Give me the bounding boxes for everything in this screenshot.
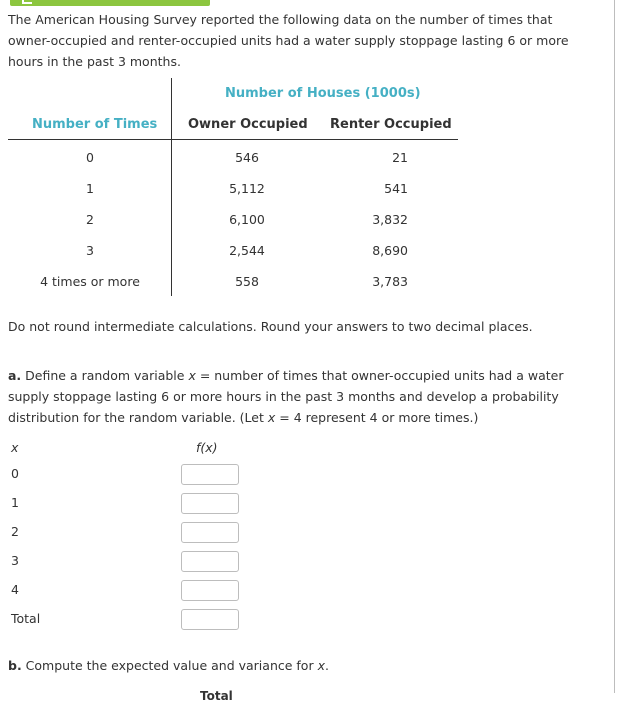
cell-times: 2 bbox=[86, 212, 94, 227]
dist-row-total: Total bbox=[11, 611, 41, 626]
cell-renter: 8,690 bbox=[372, 243, 408, 258]
cell-times: 4 times or more bbox=[40, 274, 140, 289]
variable-x: x bbox=[317, 658, 325, 673]
intro-paragraph: The American Housing Survey reported the following data on the number of times that owner-occupied and renter-occupied units had a water supply stoppage lasting 6 or more hours in the past 3 months. bbox=[8, 12, 569, 69]
dist-row-x: 1 bbox=[11, 495, 19, 510]
cell-times: 0 bbox=[86, 150, 94, 165]
cell-owner: 558 bbox=[235, 274, 259, 289]
status-tab bbox=[10, 0, 210, 6]
dist-row-x: 3 bbox=[11, 553, 19, 568]
housing-data-table bbox=[8, 78, 458, 296]
fx-input-total[interactable] bbox=[181, 609, 239, 630]
dist-row-x: 4 bbox=[11, 582, 19, 597]
part-b-prompt bbox=[8, 657, 329, 675]
part-a-text: = 4 represent 4 or more times.) bbox=[275, 410, 479, 425]
dist-header-x: x bbox=[11, 440, 19, 455]
cell-renter: 21 bbox=[392, 150, 408, 165]
cell-times: 3 bbox=[86, 243, 94, 258]
part-b-text: . bbox=[324, 658, 329, 673]
part-a-text: Define a random variable bbox=[21, 368, 189, 383]
check-icon bbox=[22, 0, 32, 4]
fx-input-4[interactable] bbox=[181, 580, 239, 601]
fx-input-1[interactable] bbox=[181, 493, 239, 514]
cell-owner: 2,544 bbox=[229, 243, 265, 258]
instructions: Do not round intermediate calculations. Round your answers to two decimal places. bbox=[8, 319, 533, 334]
next-table-header-cutoff: Total bbox=[200, 689, 233, 703]
cell-owner: 6,100 bbox=[229, 212, 265, 227]
variable-x: x bbox=[188, 368, 196, 383]
cell-times: 1 bbox=[86, 181, 94, 196]
part-b-text: Compute the expected value and variance for bbox=[21, 658, 318, 673]
part-a-label: a. bbox=[8, 368, 22, 383]
part-a-prompt bbox=[8, 365, 603, 428]
fx-input-3[interactable] bbox=[181, 551, 239, 572]
group-header: Number of Houses (1000s) bbox=[225, 86, 421, 101]
fx-input-2[interactable] bbox=[181, 522, 239, 543]
part-a-text: = number of times that owner-occupied units had a water supply stoppage lasting 6 or more hours in the past 3 months and develop a probability distribution for the random variable. (Let bbox=[8, 368, 564, 425]
fx-input-0[interactable] bbox=[181, 464, 239, 485]
part-b-label: b. bbox=[8, 658, 22, 673]
variable-x: x bbox=[267, 410, 276, 425]
cell-owner: 5,112 bbox=[229, 181, 265, 196]
cell-renter: 541 bbox=[384, 181, 408, 196]
col-header-times: Number of Times bbox=[32, 117, 158, 132]
cell-renter: 3,783 bbox=[372, 274, 408, 289]
col-header-owner: Owner Occupied bbox=[188, 117, 308, 132]
dist-row-x: 0 bbox=[11, 466, 19, 481]
col-header-renter: Renter Occupied bbox=[330, 117, 452, 132]
dist-header-fx: f(x) bbox=[196, 440, 218, 455]
dist-row-x: 2 bbox=[11, 524, 19, 539]
table-header-divider bbox=[8, 139, 458, 140]
cell-renter: 3,832 bbox=[372, 212, 408, 227]
cell-owner: 546 bbox=[235, 150, 259, 165]
